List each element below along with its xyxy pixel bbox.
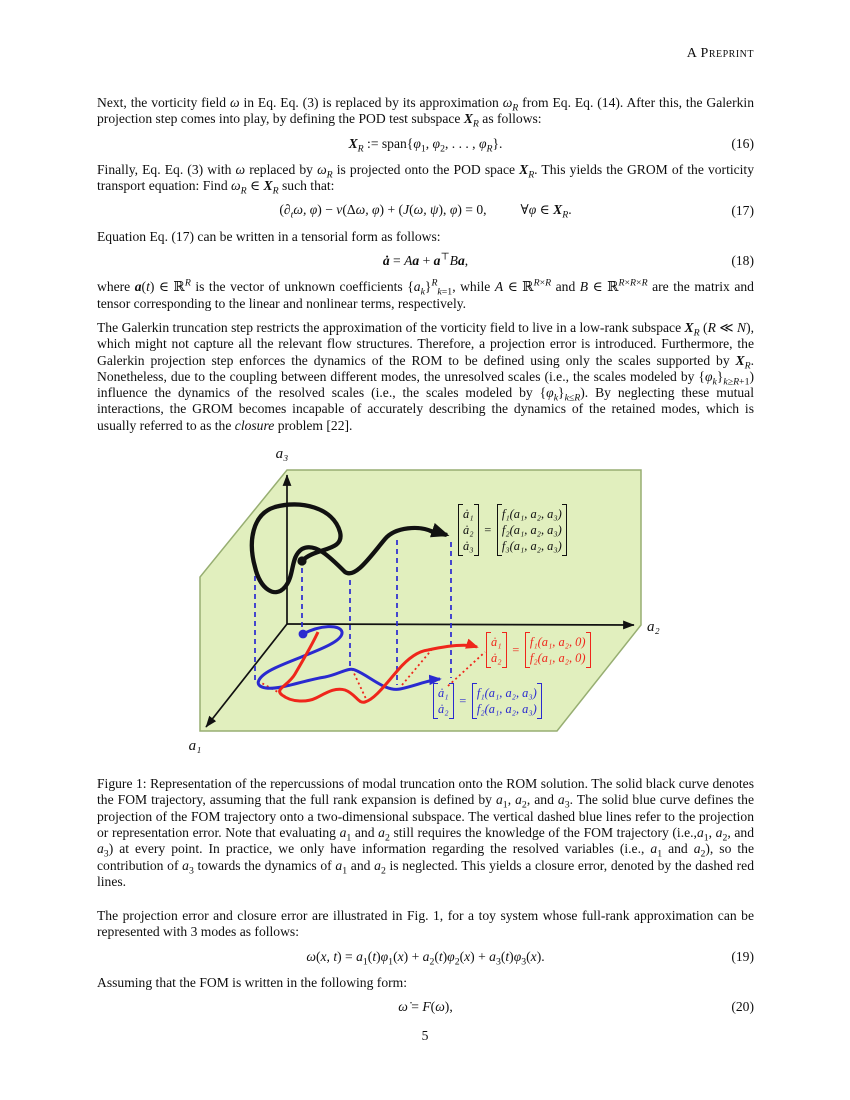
equation-19 (97, 948, 754, 968)
paragraph-tensorial: Equation Eq. (17) can be written in a tensorial form as follows: (97, 228, 441, 244)
matrix-entry: f₁(a₁, a₂, 0) (529, 635, 586, 650)
paragraph-projection: Finally, Eq. Eq. (3) with ω replaced by $\omega_R$ is projected onto the POD space $X_R$. This yields the GROM of the vorticity transport equation: Find $\omega_R$ ∈ $X_R$ such that: (97, 161, 755, 197)
equals-sign: = (483, 522, 492, 537)
paragraph-toy-system: The projection error and closure error are illustrated in Fig. 1, for a toy system whose full-rank approximation can be represented with 3 modes as follows: (97, 908, 754, 940)
rom-matrix-equation (433, 683, 542, 719)
figure-1 (170, 442, 700, 764)
matrix-entry: f₁(a₁, a₂, a₃) (501, 507, 562, 522)
equation-16-number: (16) (731, 135, 754, 151)
fom-lhs-vector (458, 504, 479, 556)
a2-axis (287, 624, 634, 625)
equals-sign: = (511, 642, 520, 657)
equation-19-body: ω(x, $t) = a_1(t)\varphi_1(x) + a_2(t)\varphi_2(x) + a_3(t)\varphi_3(x)$. (306, 948, 545, 968)
page-footer (0, 1028, 850, 1044)
paragraph-galerkin-intro: Next, the vorticity field ω in Eq. Eq. (3) is replaced by its approximation $\omega_R$ from Eq. Eq. (14). After this, the Galerkin projection step comes into play, by defining the POD test subspace $X_R$ as follows: (97, 95, 754, 131)
fom-matrix-equation (458, 504, 567, 556)
matrix-entry: f₂(a₁, a₂, 0) (529, 651, 586, 666)
matrix-entry: ȧ₂ (491, 651, 502, 666)
rom-lhs-vector (433, 683, 454, 719)
a3-axis-label: a₃ (275, 446, 289, 463)
equation-17-number: (17) (731, 202, 754, 218)
matrix-entry: f₁(a₁, a₂, a₃) (476, 686, 537, 701)
closure-lhs-vector (486, 632, 507, 668)
closure-rhs-vector (525, 632, 591, 668)
paragraph-closure-problem: The Galerkin truncation step restricts the approximation of the vorticity field to live in a low-rank subspace $X_R$ (R ≪ N), which might not capture all the relevant flow structures. Therefore, a projection error is introduced. Furthermore, the Galerkin projection step enforces the dynamics of the ROM to be defined using only the scales supported by $X_R$. Nonetheless, due to the coupling between different modes, the unresolved scales (i.e., the scales modeled by $\{\varphi_k\}_{k\ge R+1}$) influence the dynamics of the resolved scales (i.e., the scales modeled by $\{\varphi_k\}_{k\le R}$). By neglecting these mutual interactions, the GROM becomes incapable of accurately describing the dynamics of the retained modes, which is usually referred to as the closure problem [22]. (97, 319, 754, 433)
page-number: 5 (421, 1028, 429, 1043)
page-content (97, 95, 754, 1026)
equals-sign: = (458, 693, 467, 708)
closure-matrix-equation (486, 632, 591, 668)
a2-axis-label: a₂ (647, 619, 660, 636)
matrix-entry: ȧ₃ (463, 539, 474, 554)
matrix-entry: ȧ₂ (463, 523, 474, 538)
equation-20 (97, 999, 754, 1015)
equation-17-body: ($\partial_t\omega$, φ) − ν(Δω, φ) + (J(ω, ψ), φ) = 0, ∀φ ∈ $X_R$. (279, 202, 572, 222)
matrix-entry: ȧ₁ (463, 507, 474, 522)
fom-start-point (297, 556, 306, 565)
equation-16-body: $X_R$ := $span\{\varphi_1$, $\varphi_2$, . . . , $\varphi_R$}. (348, 135, 503, 155)
section-gap (97, 890, 754, 908)
equation-18-body: ȧ = Aa + a⊤Ba, (382, 251, 469, 269)
figure-1-caption: Figure 1: Representation of the repercussions of modal truncation onto the ROM solution. The solid black curve denotes the FOM trajectory, assuming that the full rank expansion is defined by $a_1$, $a_2$, and $a_3$. The solid blue curve defines the projection of the FOM trajectory onto a two-dimensional subspace. The vertical dashed blue lines refer to the projection or representation error. Note that evaluating $a_1$ and $a_2$ still requires the knowledge of the FOM trajectory ($i.e.,a_1$, $a_2$, and $a_3$) at every point. In practice, we only have information regarding the resolved variables (i.e., $a_1$ and $a_2$), so the contribution of $a_3$ towards the dynamics of $a_1$ and $a_2$ is neglected. This yields a closure error, denoted by the dashed red lines. (97, 776, 755, 889)
fom-rhs-vector (497, 504, 567, 556)
matrix-entry: f₃(a₁, a₂, a₃) (501, 539, 562, 554)
matrix-entry: ȧ₁ (438, 686, 449, 701)
paragraph-coefficients: where a(t) ∈ ℝ$^R$ is the vector of unknown coefficients $\{a_k\}^R_{k=1}$, while A ∈ ℝ$^{R\times R}$ and B ∈ ℝ$^{R\times R\times R}$ are the matrix and tensor corresponding to the linear and nonlinear terms, respectively. (97, 277, 754, 311)
equation-17 (97, 202, 754, 222)
equation-18-number: (18) (731, 253, 754, 269)
equation-19-number: (19) (731, 948, 754, 964)
equation-18 (97, 253, 754, 269)
a1-axis-label: a₁ (188, 738, 202, 755)
equation-20-number: (20) (731, 999, 754, 1015)
preprint-label: A Preprint (686, 46, 754, 61)
equation-16 (97, 135, 754, 155)
matrix-entry: ȧ₁ (491, 635, 502, 650)
running-header (97, 46, 754, 62)
paragraph-fom-form: Assuming that the FOM is written in the following form: (97, 975, 407, 991)
matrix-entry: f₂(a₁, a₂, a₃) (501, 523, 562, 538)
equation-20-body: ω̇ = F(ω), (398, 999, 453, 1015)
matrix-entry: ȧ₂ (438, 702, 449, 717)
rom-start-point (299, 630, 308, 639)
matrix-entry: f₂(a₁, a₂, a₃) (476, 702, 537, 717)
rom-rhs-vector (472, 683, 542, 719)
